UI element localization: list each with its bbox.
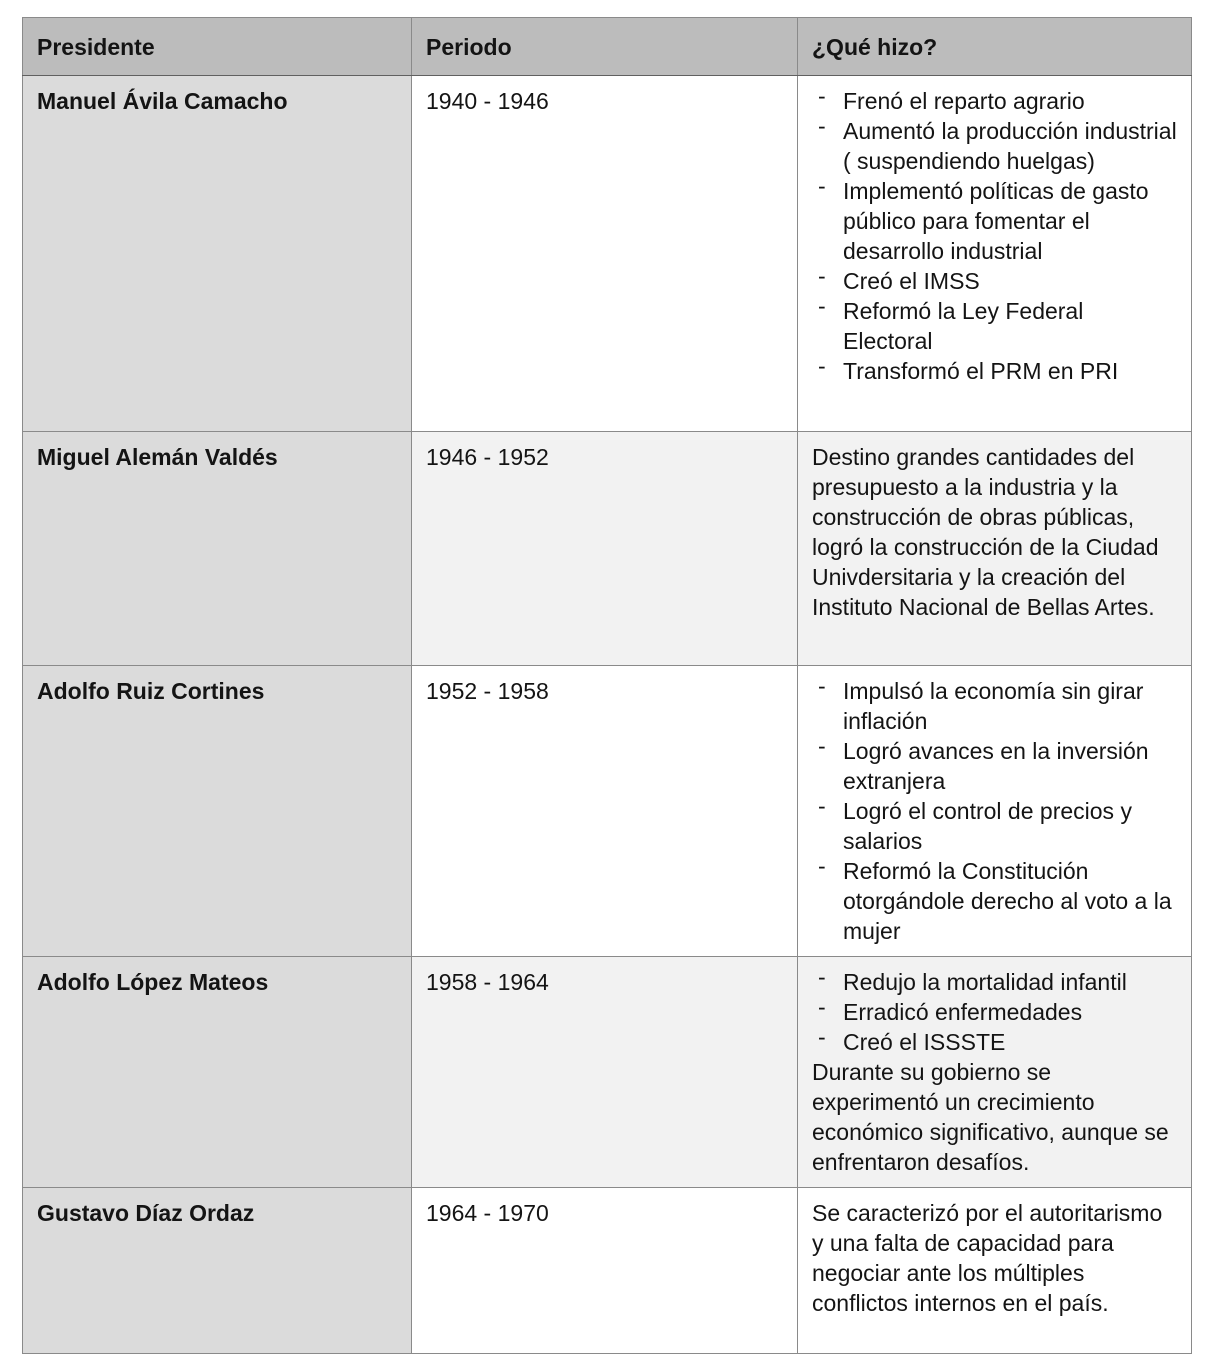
achievement-text: Impulsó la economía sin girar inflación [843, 678, 1144, 734]
achievement-item [812, 964, 1177, 997]
achievement-item [812, 83, 1177, 116]
column-header-presidente: Presidente [23, 18, 412, 76]
bullet-dash: - [818, 964, 826, 990]
achievement-item [812, 733, 1177, 796]
achievement-text: Transformó el PRM en PRI [843, 358, 1119, 384]
bullet-dash: - [818, 733, 826, 759]
bullet-dash: - [818, 1024, 826, 1050]
column-header-periodo: Periodo [412, 18, 798, 76]
achievement-item [812, 793, 1177, 856]
president-cell: Adolfo López Mateos [23, 957, 412, 1188]
president-cell: Miguel Alemán Valdés [23, 432, 412, 666]
achievement-text: Logró el control de precios y salarios [843, 798, 1132, 854]
achievement-text: Frenó el reparto agrario [843, 88, 1085, 114]
achievements-cell [798, 1188, 1192, 1354]
period-cell: 1940 - 1946 [412, 76, 798, 432]
achievement-paragraph: Destino grandes cantidades del presupuesto a la industria y la construcción de obras públicas, logró la construcción de la Ciudad Univdersitaria y la creación del Instituto Nacional de Bellas Artes. [812, 444, 1159, 620]
achievements-list [812, 964, 1177, 1057]
achievements-cell [798, 957, 1192, 1188]
table-row [23, 666, 1192, 957]
achievements-cell [798, 432, 1192, 666]
achievement-text: Reformó la Constitución otorgándole derecho al voto a la mujer [843, 858, 1172, 944]
achievement-item [812, 173, 1177, 266]
bullet-dash: - [818, 853, 826, 879]
achievements-list [812, 673, 1177, 946]
bullet-dash: - [818, 353, 826, 379]
achievement-item [812, 353, 1177, 386]
table-row [23, 432, 1192, 666]
bullet-dash: - [818, 994, 826, 1020]
presidents-table [22, 17, 1192, 1354]
column-header-que-hizo: ¿Qué hizo? [798, 18, 1192, 76]
bullet-dash: - [818, 673, 826, 699]
achievements-cell [798, 666, 1192, 957]
achievement-text: Aumentó la producción industrial ( suspendiendo huelgas) [843, 118, 1177, 174]
achievement-text: Logró avances en la inversión extranjera [843, 738, 1149, 794]
header-row [23, 18, 1192, 76]
achievement-item [812, 113, 1177, 176]
president-cell: Gustavo Díaz Ordaz [23, 1188, 412, 1354]
period-cell: 1952 - 1958 [412, 666, 798, 957]
achievement-text: Creó el ISSSTE [843, 1029, 1006, 1055]
bullet-dash: - [818, 173, 826, 199]
president-cell: Manuel Ávila Camacho [23, 76, 412, 432]
table-row [23, 957, 1192, 1188]
bullet-dash: - [818, 83, 826, 109]
table-row [23, 1188, 1192, 1354]
president-cell: Adolfo Ruiz Cortines [23, 666, 412, 957]
achievement-item [812, 994, 1177, 1027]
achievement-text: Redujo la mortalidad infantil [843, 969, 1127, 995]
achievement-item [812, 853, 1177, 946]
achievements-cell [798, 76, 1192, 432]
achievement-item [812, 1024, 1177, 1057]
bullet-dash: - [818, 793, 826, 819]
bullet-dash: - [818, 293, 826, 319]
achievement-paragraph: Durante su gobierno se experimentó un crecimiento económico significativo, aunque se enfrentaron desafíos. [812, 1059, 1169, 1175]
achievement-item [812, 293, 1177, 356]
period-cell: 1964 - 1970 [412, 1188, 798, 1354]
achievement-text: Creó el IMSS [843, 268, 980, 294]
achievement-text: Reformó la Ley Federal Electoral [843, 298, 1084, 354]
bullet-dash: - [818, 263, 826, 289]
period-cell: 1946 - 1952 [412, 432, 798, 666]
bullet-dash: - [818, 113, 826, 139]
period-cell: 1958 - 1964 [412, 957, 798, 1188]
achievement-text: Erradicó enfermedades [843, 999, 1083, 1025]
table-row [23, 76, 1192, 432]
achievement-text: Implementó políticas de gasto público para fomentar el desarrollo industrial [843, 178, 1149, 264]
achievement-item [812, 263, 1177, 296]
achievements-list [812, 83, 1177, 386]
achievement-item [812, 673, 1177, 736]
achievement-paragraph: Se caracterizó por el autoritarismo y una falta de capacidad para negociar ante los múltiples conflictos internos en el país. [812, 1200, 1163, 1316]
